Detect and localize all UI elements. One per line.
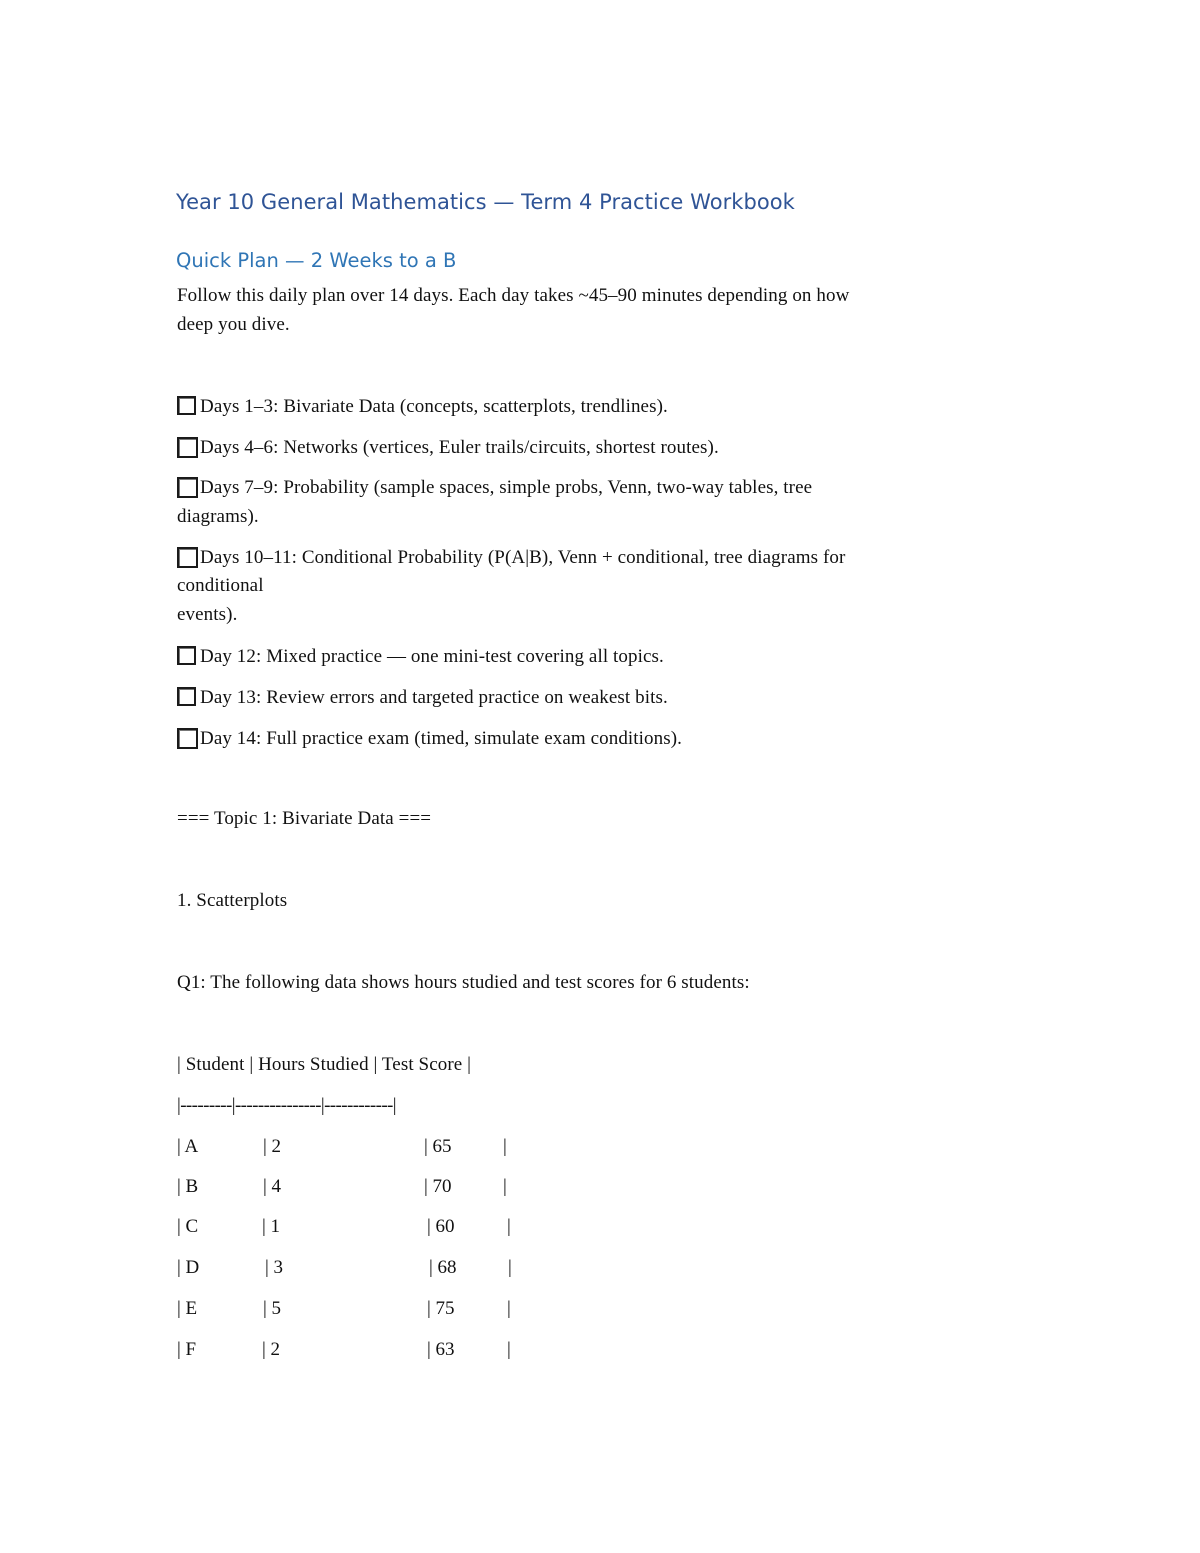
table-cell-end: | <box>507 1298 511 1319</box>
checklist-item-3: Days 7–9: Probability (sample spaces, simple probs, Venn, two-way tables, tree <box>177 473 812 502</box>
table-cell-score: | 65 <box>424 1136 452 1157</box>
table-cell-student: | F <box>177 1339 197 1360</box>
table-cell-student: | A <box>177 1136 199 1157</box>
table-cell-student: | C <box>177 1216 199 1237</box>
checkbox-icon[interactable] <box>177 547 198 568</box>
checklist-item-4-continued: conditional <box>177 575 264 596</box>
checkbox-icon[interactable] <box>177 396 196 415</box>
table-cell-student: | B <box>177 1176 199 1197</box>
checklist-item-7: Day 14: Full practice exam (timed, simulate exam conditions). <box>177 724 682 753</box>
table-cell-hours: | 2 <box>262 1339 281 1360</box>
checklist-item-3-continued: diagrams). <box>177 506 259 527</box>
section-heading: 1. Scatterplots <box>177 890 288 911</box>
table-separator: |---------|---------------|------------| <box>177 1095 396 1116</box>
table-header: | Student | Hours Studied | Test Score | <box>177 1054 472 1075</box>
checkbox-icon[interactable] <box>177 437 198 458</box>
table-cell-student: | E <box>177 1298 198 1319</box>
checkbox-icon[interactable] <box>177 728 198 749</box>
table-cell-hours: | 3 <box>265 1257 284 1278</box>
table-cell-score: | 68 <box>429 1257 457 1278</box>
table-cell-score: | 70 <box>424 1176 452 1197</box>
checklist-item-1: Days 1–3: Bivariate Data (concepts, scatterplots, trendlines). <box>177 392 668 421</box>
document-title: Year 10 General Mathematics — Term 4 Practice Workbook <box>176 190 795 214</box>
table-cell-student: | D <box>177 1257 200 1278</box>
checklist-item-5: Day 12: Mixed practice — one mini-test covering all topics. <box>177 642 664 671</box>
table-cell-hours: | 5 <box>263 1298 282 1319</box>
table-cell-score: | 75 <box>427 1298 455 1319</box>
intro-text-line-2: deep you dive. <box>177 314 290 335</box>
table-cell-hours: | 4 <box>263 1176 282 1197</box>
checklist-item-4-continued-2: events). <box>177 604 238 625</box>
table-cell-end: | <box>508 1257 512 1278</box>
question-text: Q1: The following data shows hours studied and test scores for 6 students: <box>177 972 750 993</box>
checklist-item-6: Day 13: Review errors and targeted practice on weakest bits. <box>177 683 668 712</box>
table-cell-hours: | 1 <box>262 1216 281 1237</box>
topic-heading: === Topic 1: Bivariate Data === <box>177 808 432 829</box>
table-cell-score: | 60 <box>427 1216 455 1237</box>
plan-heading: Quick Plan — 2 Weeks to a B <box>176 249 457 272</box>
table-cell-end: | <box>507 1339 511 1360</box>
checkbox-icon[interactable] <box>177 687 196 706</box>
table-cell-end: | <box>507 1216 511 1237</box>
checkbox-icon[interactable] <box>177 646 196 665</box>
checklist-item-2: Days 4–6: Networks (vertices, Euler trails/circuits, shortest routes). <box>177 433 719 462</box>
intro-text-line-1: Follow this daily plan over 14 days. Each day takes ~45–90 minutes depending on how <box>177 285 850 306</box>
table-cell-end: | <box>503 1136 507 1157</box>
checkbox-icon[interactable] <box>177 477 198 498</box>
table-cell-score: | 63 <box>427 1339 455 1360</box>
table-cell-hours: | 2 <box>263 1136 282 1157</box>
checklist-item-4: Days 10–11: Conditional Probability (P(A|B), Venn + conditional, tree diagrams for <box>177 543 845 572</box>
table-cell-end: | <box>503 1176 507 1197</box>
